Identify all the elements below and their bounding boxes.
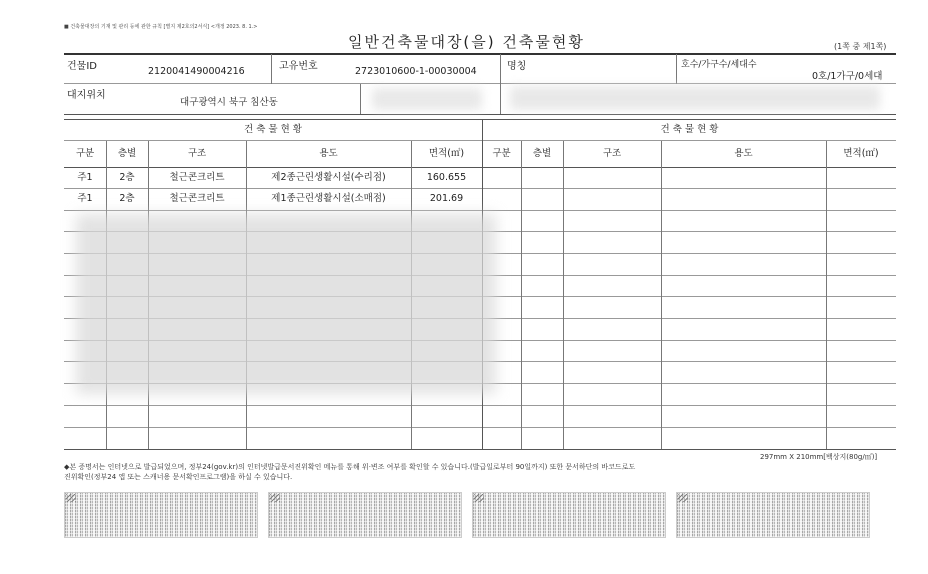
verification-barcode	[268, 492, 462, 538]
table-cell-floor: 2층	[119, 193, 135, 204]
verification-barcode	[676, 492, 870, 538]
table-cell-use: 제1종근린생활시설(소매점)	[271, 193, 386, 204]
document-title: 일반건축물대장(을) 건축물현황	[348, 33, 585, 51]
col-header-floor: 층별	[117, 148, 137, 159]
building-id-value: 2120041490004216	[148, 66, 245, 77]
redacted-region	[510, 86, 880, 110]
table-cell-structure: 철근콘크리트	[169, 172, 225, 183]
col-header-structure: 구조	[187, 148, 207, 159]
table-cell-structure: 철근콘크리트	[169, 193, 225, 204]
table-cell-type: 주1	[77, 172, 93, 183]
col-header-use: 용도	[734, 148, 753, 159]
table-cell-use: 제2종근린생활시설(수리점)	[271, 172, 386, 183]
col-header-type: 구분	[492, 148, 511, 159]
top-border	[64, 53, 896, 55]
redacted-region	[76, 214, 496, 394]
col-header-type: 구분	[75, 148, 95, 159]
verification-barcode	[64, 492, 258, 538]
building-id-label: 건물ID	[67, 61, 97, 72]
right-section-title: 건 축 물 현 황	[660, 124, 719, 135]
col-header-floor: 층별	[532, 148, 552, 159]
barcode-corner-mark	[474, 494, 484, 502]
form-note: ■ 건축물대장의 기재 및 관리 등에 관한 규칙 [별지 제2호의2서식] <개정 2023. 8. 1.>	[64, 24, 258, 30]
table-cell-area: 201.69	[429, 193, 464, 204]
barcode-corner-mark	[678, 494, 688, 502]
location-value: 대구광역시 북구 침산동	[180, 97, 278, 108]
col-header-use: 용도	[319, 148, 338, 159]
col-header-area: 면적(㎡)	[428, 148, 465, 159]
verification-barcode	[472, 492, 666, 538]
units-label: 호수/가구수/세대수	[681, 60, 757, 70]
unique-no-label: 고유번호	[279, 61, 318, 72]
info-divider	[64, 83, 896, 84]
redacted-region	[372, 88, 482, 110]
unique-no-value: 2723010600-1-00030004	[355, 66, 477, 77]
barcode-corner-mark	[66, 494, 76, 502]
page-count: (1쪽 중 제1쪽)	[834, 42, 887, 51]
barcode-corner-mark	[270, 494, 280, 502]
name-label: 명칭	[507, 61, 527, 72]
left-section-title: 건 축 물 현 황	[244, 124, 302, 135]
table-cell-type: 주1	[77, 193, 93, 204]
notice-line: ◆본 증명서는 인터넷으로 발급되었으며, 정부24(gov.kr)의 인터넷발급문서진위확인 메뉴를 통해 위·변조 여부를 확인할 수 있습니다.(발급일로부터 90일까지) 또한 문서하단의 바코드로도	[64, 463, 636, 471]
location-label: 대지위치	[67, 90, 106, 101]
col-header-area: 면적(㎡)	[843, 148, 879, 159]
paper-size: 297mm X 210mm[백상지(80g/㎡)]	[760, 453, 878, 461]
table-cell-floor: 2층	[119, 172, 135, 183]
col-header-structure: 구조	[602, 148, 622, 159]
table-cell-area: 160.655	[426, 172, 467, 183]
info-bottom-border	[64, 114, 896, 115]
units-value: 0호/1가구/0세대	[812, 71, 883, 82]
notice-line: 진위확인(정부24 앱 또는 스캐너용 문서확인프로그램)을 하실 수 있습니다.	[64, 473, 293, 481]
